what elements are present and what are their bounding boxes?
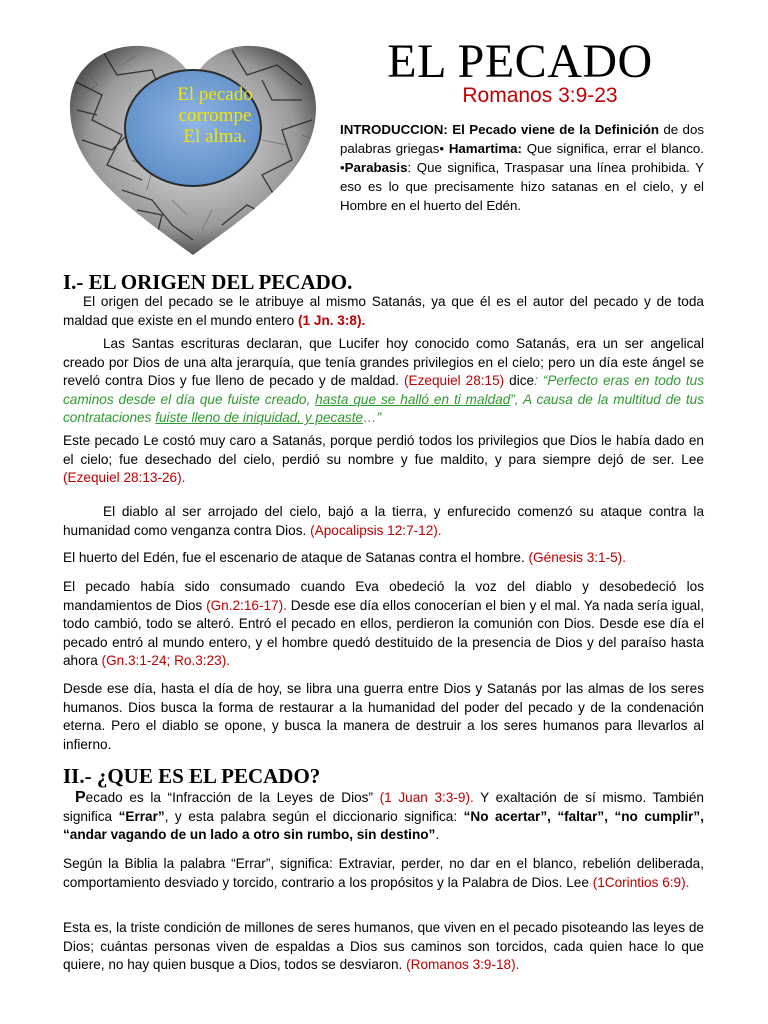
s1-paragraph-3 (63, 432, 704, 488)
s1-p2-quote-2: hasta que se halló en ti maldad (315, 391, 511, 407)
s1-paragraph-2 (63, 335, 704, 428)
s1-p2-reference: (Ezequiel 28:15) (404, 373, 505, 389)
intro-t4: Hamartima: (448, 141, 522, 156)
s1-p6-text-a: El pecado había sido consumado cuando Eva obedeció la voz del diablo y desobedeció los mandamientos de Dios (63, 579, 704, 613)
intro-t2: Definición (594, 122, 659, 137)
s1-paragraph-4 (63, 503, 704, 540)
s1-p2-quote-1: : “Perfecto eras en todo tus caminos desde el día que fuiste creado, (63, 373, 704, 407)
s2-p3-text: Esta es, la triste condición de millones de seres humanos, que viven en el pecado pisoteando las leyes de Dios; cuántas personas viven de espaldas a Dios sus caminos son torcidos, cada quien hace lo que quiere, no hay quien busque a Dios, todos se desviaron. (63, 920, 704, 973)
s1-p6-reference-1: (Gn.2:16-17). (206, 597, 287, 613)
s1-p2-text: Las Santas escrituras declaran, que Lucifer hoy conocido como Satanás, era un ser angelical creado por Dios de una alta jerarquía, que tenía grandes privilegios en el cielo; pero un día este ángel se reveló contra Dios y fue lleno de pecado y de maldad. (63, 336, 704, 389)
s2-p2-reference: (1Corintios 6:9). (592, 874, 690, 890)
heart-line-1: El pecado (177, 84, 253, 105)
s2-paragraph-3 (63, 919, 704, 975)
s1-p5-text: El huerto del Edén, fue el escenario de ataque de Satanas contra el hombre. (63, 550, 529, 565)
intro-label: INTRODUCCION: (340, 122, 448, 137)
s1-paragraph-5 (63, 549, 704, 568)
s1-p1-text: El origen del pecado se le atribuye al mismo Satanás, ya que él es el autor del pecado y de toda maldad que existe en el mundo entero (63, 294, 704, 328)
s2-p3-reference: (Romanos 3:9-18). (406, 957, 520, 973)
s2-p2-text: Según la Biblia la palabra “Errar”, significa: Extraviar, perder, no dar en el blanco, rebelión deliberada, comportamiento desviado y torcido, contrario a los propósitos y la Palabra de Dios. Lee (63, 856, 704, 890)
s1-p4-reference: (Apocalipsis 12:7-12). (310, 522, 442, 538)
section-1-roman: I.- (63, 270, 84, 294)
s2-paragraph-2 (63, 855, 704, 892)
s1-p2-quote-4: fuiste lleno de iniquidad, y pecaste (155, 410, 364, 426)
intro-t7: : Que significa, Traspasar una línea prohibida. Y eso es lo que precisamente hizo satanas en el cielo, y el Hombre en el huerto del Edén. (340, 160, 704, 213)
s2-p1-definitions: “No acertar”, “faltar”, “no cumplir”, “andar vagando de un lado a otro sin rumbo, sin destino” (63, 808, 704, 843)
intro-t1: El Pecado viene de la (447, 122, 595, 137)
heart-line-2: corrompe (178, 105, 252, 126)
section-2-roman: II.- (63, 764, 92, 788)
s1-p2-dice: dice (504, 373, 535, 389)
s1-paragraph-7 (63, 680, 704, 754)
s1-paragraph-1 (63, 293, 704, 330)
s1-paragraph-6 (63, 578, 704, 671)
s1-p1-reference: (1 Jn. 3:8). (298, 312, 366, 328)
section-2-title: ¿QUE ES EL PECADO? (91, 764, 321, 788)
s2-p1-reference: (1 Juan 3:3-9). (379, 790, 474, 805)
section-1-heading (63, 270, 352, 295)
s2-p1-text-b: Y exaltación de sí mismo. También significa (63, 790, 704, 824)
introduction-paragraph (340, 120, 704, 215)
heart-caption (150, 84, 280, 147)
s2-p1-text-d: , y esta palabra según el diccionario significa: (164, 808, 464, 824)
intro-t6: Parabasis (344, 160, 408, 175)
s1-p3-reference: (Ezequiel 28:13-26). (63, 470, 186, 486)
s1-p5-reference: (Génesis 3:1-5). (528, 550, 626, 565)
section-2-heading (63, 764, 320, 789)
s1-p4-text: El diablo al ser arrojado del cielo, bajó a la tierra, y enfurecido comenzó su ataque contra la humanidad como venganza contra Dios. (63, 504, 704, 538)
section-1-title: EL ORIGEN DEL PECADO. (83, 270, 353, 294)
s2-p1-period: . (435, 827, 440, 843)
s2-p1-text-a: ecado es la “Infracción de la Leyes de Dios” (85, 790, 380, 805)
intro-t5: Que significa, errar el blanco. • (340, 141, 704, 175)
cracked-heart-image (62, 40, 324, 260)
page-subtitle: Romanos 3:9-23 (462, 84, 618, 107)
s1-p2-quote-5: …” (363, 410, 382, 426)
s1-p7-text: Desde ese día, hasta el día de hoy, se libra una guerra entre Dios y Satanás por las almas de los seres humanos. Dios busca la forma de restaurar a la humanidad del poder del pecado y de la condenación eterna. Pero el diablo se opone, y busca la manera de destruir a los seres humanos para llevarlos al infierno. (63, 681, 704, 752)
s1-p3-text: Este pecado Le costó muy caro a Satanás, porque perdió todos los privilegios que Dios le había dado en el cielo; fue desechado del cielo, perdió su nombre y fue maldito, y para siempre dejó de ser. Lee (63, 433, 704, 467)
s1-p2-quote-3: ”, A causa de la multitud de tus contrataciones (63, 391, 704, 426)
s1-p6-reference-2: (Gn.3:1-24; Ro.3:23). (101, 653, 230, 669)
heart-line-3: El alma. (183, 126, 247, 147)
s1-p6-text-b: Desde ese día ellos conocerían el bien y el mal. Ya nada sería igual, todo cambió, todo se alteró. Entró el pecado en ellos, perdieron la comunión con Dios. Desde ese día el pecado entró al mundo entero, y el hombre quedó destituido de la presencia de Dios y del paraíso hasta ahora (63, 597, 705, 669)
s2-paragraph-1 (63, 789, 704, 845)
intro-t3: de dos palabras griegas• (340, 122, 704, 156)
page-title: EL PECADO (387, 35, 653, 88)
s2-p1-first-letter: P (75, 789, 86, 806)
s2-p1-errar: “Errar” (118, 808, 165, 824)
